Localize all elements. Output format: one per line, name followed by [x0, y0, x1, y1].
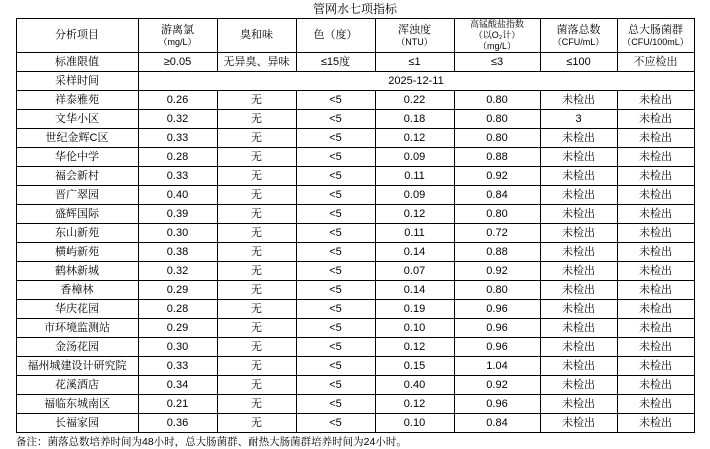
- value-odor: 无: [217, 395, 296, 414]
- header-cell-colony-count: [540, 19, 617, 53]
- value-total-coliform: 未检出: [617, 281, 694, 300]
- value-colony-count: 未检出: [540, 243, 617, 262]
- value-total-coliform: 未检出: [617, 148, 694, 167]
- value-turbidity: 0.07: [375, 262, 454, 281]
- value-turbidity: 0.10: [375, 319, 454, 338]
- value-total-coliform: 未检出: [617, 262, 694, 281]
- value-total-coliform: 未检出: [617, 167, 694, 186]
- limit-odor: 无异臭、异味: [217, 53, 296, 72]
- value-colony-count: 未检出: [540, 376, 617, 395]
- footer-note: 备注：菌落总数培养时间为48小时，总大肠菌群、耐热大肠菌群培养时间为24小时。: [16, 436, 407, 448]
- value-free-chlorine: 0.21: [138, 395, 217, 414]
- limit-free-chlorine: ≥0.05: [138, 53, 217, 72]
- value-free-chlorine: 0.26: [138, 91, 217, 110]
- value-colony-count: 未检出: [540, 91, 617, 110]
- value-free-chlorine: 0.28: [138, 148, 217, 167]
- value-permanganate-index: 0.96: [454, 300, 540, 319]
- header-cell-turbidity: [375, 19, 454, 53]
- value-colony-count: 未检出: [540, 224, 617, 243]
- header-unit: （mg/L）: [158, 36, 197, 47]
- header-line: 臭和味: [240, 29, 273, 41]
- value-odor: 无: [217, 300, 296, 319]
- value-turbidity: 0.09: [375, 186, 454, 205]
- value-colony-count: 未检出: [540, 395, 617, 414]
- site-name: 市环境监测站: [16, 319, 138, 338]
- limit-turbidity: ≤1: [375, 53, 454, 72]
- value-permanganate-index: 0.92: [454, 167, 540, 186]
- value-turbidity: 0.18: [375, 110, 454, 129]
- value-free-chlorine: 0.29: [138, 319, 217, 338]
- water-quality-table: [16, 18, 695, 433]
- value-odor: 无: [217, 129, 296, 148]
- site-name: 鹤林新城: [16, 262, 138, 281]
- value-colony-count: 未检出: [540, 205, 617, 224]
- header-cell-odor: [217, 19, 296, 53]
- value-color: <5: [296, 319, 375, 338]
- value-free-chlorine: 0.30: [138, 338, 217, 357]
- table-body: [16, 53, 694, 433]
- value-total-coliform: 未检出: [617, 395, 694, 414]
- value-colony-count: 未检出: [540, 281, 617, 300]
- value-turbidity: 0.12: [375, 129, 454, 148]
- value-permanganate-index: 0.84: [454, 414, 540, 433]
- value-permanganate-index: 0.80: [454, 91, 540, 110]
- site-name: 横屿新苑: [16, 243, 138, 262]
- table-row: [16, 205, 694, 224]
- value-permanganate-index: 0.80: [454, 110, 540, 129]
- value-odor: 无: [217, 414, 296, 433]
- value-permanganate-index: 0.88: [454, 148, 540, 167]
- value-color: <5: [296, 167, 375, 186]
- site-name: 福会新村: [16, 167, 138, 186]
- value-total-coliform: 未检出: [617, 300, 694, 319]
- value-turbidity: 0.19: [375, 300, 454, 319]
- value-odor: 无: [217, 91, 296, 110]
- header-unit: （CFU/mL）: [552, 36, 605, 47]
- site-name: 金汤花园: [16, 338, 138, 357]
- value-colony-count: 未检出: [540, 167, 617, 186]
- value-colony-count: 未检出: [540, 357, 617, 376]
- row-label: 标准限值: [16, 53, 138, 72]
- sampling-date: 2025-12-11: [138, 72, 694, 91]
- sampling-time-row: [16, 72, 694, 91]
- site-name: 香樟林: [16, 281, 138, 300]
- value-total-coliform: 未检出: [617, 414, 694, 433]
- header-line: 分析项目: [55, 29, 99, 41]
- site-name: 世纪金辉C区: [16, 129, 138, 148]
- table-row: [16, 91, 694, 110]
- value-turbidity: 0.12: [375, 338, 454, 357]
- header-line: 菌落总数: [556, 23, 601, 36]
- value-odor: 无: [217, 205, 296, 224]
- value-permanganate-index: 0.88: [454, 243, 540, 262]
- value-odor: 无: [217, 110, 296, 129]
- value-colony-count: 未检出: [540, 414, 617, 433]
- value-permanganate-index: 1.04: [454, 357, 540, 376]
- value-colony-count: 未检出: [540, 262, 617, 281]
- value-free-chlorine: 0.34: [138, 376, 217, 395]
- header-line: 总大肠菌群: [628, 23, 683, 36]
- header-cell-permanganate-index: [454, 19, 540, 53]
- page-title: 管网水七项指标: [312, 2, 397, 16]
- header-unit: （CFU/100mL）: [622, 36, 689, 47]
- limit-total-coliform: 不应检出: [617, 53, 694, 72]
- header-cell-color: [296, 19, 375, 53]
- site-name: 华庆花园: [16, 300, 138, 319]
- value-total-coliform: 未检出: [617, 110, 694, 129]
- value-turbidity: 0.11: [375, 224, 454, 243]
- site-name: 福州城建设计研究院: [16, 357, 138, 376]
- value-permanganate-index: 0.80: [454, 205, 540, 224]
- value-total-coliform: 未检出: [617, 338, 694, 357]
- header-line: 游离氯: [161, 23, 194, 36]
- table-row: [16, 129, 694, 148]
- value-color: <5: [296, 376, 375, 395]
- value-total-coliform: 未检出: [617, 357, 694, 376]
- value-free-chlorine: 0.29: [138, 281, 217, 300]
- header-line: （以O₂计）: [473, 30, 521, 40]
- header-cell-free-chlorine: [138, 19, 217, 53]
- value-colony-count: 未检出: [540, 338, 617, 357]
- value-odor: 无: [217, 167, 296, 186]
- value-total-coliform: 未检出: [617, 91, 694, 110]
- value-turbidity: 0.09: [375, 148, 454, 167]
- value-color: <5: [296, 281, 375, 300]
- value-permanganate-index: 0.80: [454, 129, 540, 148]
- value-free-chlorine: 0.33: [138, 167, 217, 186]
- value-odor: 无: [217, 186, 296, 205]
- value-total-coliform: 未检出: [617, 186, 694, 205]
- standard-limit-row: [16, 53, 694, 72]
- site-name: 晋广翠园: [16, 186, 138, 205]
- value-color: <5: [296, 148, 375, 167]
- value-color: <5: [296, 300, 375, 319]
- table-row: [16, 300, 694, 319]
- site-name: 花溪酒店: [16, 376, 138, 395]
- table-row: [16, 148, 694, 167]
- table-row: [16, 338, 694, 357]
- table-row: [16, 414, 694, 433]
- value-permanganate-index: 0.92: [454, 376, 540, 395]
- value-odor: 无: [217, 224, 296, 243]
- value-colony-count: 未检出: [540, 319, 617, 338]
- site-name: 长福家园: [16, 414, 138, 433]
- value-turbidity: 0.22: [375, 91, 454, 110]
- value-total-coliform: 未检出: [617, 224, 694, 243]
- row-label: 采样时间: [16, 72, 138, 91]
- table-header: [16, 19, 694, 53]
- value-odor: 无: [217, 281, 296, 300]
- site-name: 祥泰雅苑: [16, 91, 138, 110]
- value-color: <5: [296, 205, 375, 224]
- value-free-chlorine: 0.32: [138, 262, 217, 281]
- site-name: 福临东城南区: [16, 395, 138, 414]
- value-total-coliform: 未检出: [617, 376, 694, 395]
- site-name: 盛辉国际: [16, 205, 138, 224]
- value-odor: 无: [217, 243, 296, 262]
- limit-color: ≤15度: [296, 53, 375, 72]
- value-color: <5: [296, 357, 375, 376]
- value-permanganate-index: 0.96: [454, 395, 540, 414]
- value-colony-count: 未检出: [540, 300, 617, 319]
- value-permanganate-index: 0.72: [454, 224, 540, 243]
- header-cell-item: [16, 19, 138, 53]
- table-row: [16, 243, 694, 262]
- header-line: 浑浊度: [398, 23, 431, 36]
- value-color: <5: [296, 224, 375, 243]
- value-color: <5: [296, 129, 375, 148]
- value-turbidity: 0.11: [375, 167, 454, 186]
- table-row: [16, 395, 694, 414]
- table-row: [16, 281, 694, 300]
- value-permanganate-index: 0.80: [454, 281, 540, 300]
- header-unit: （NTU）: [396, 36, 433, 47]
- value-turbidity: 0.10: [375, 414, 454, 433]
- value-color: <5: [296, 338, 375, 357]
- value-turbidity: 0.12: [375, 395, 454, 414]
- site-name: 文华小区: [16, 110, 138, 129]
- value-odor: 无: [217, 357, 296, 376]
- value-color: <5: [296, 186, 375, 205]
- limit-permanganate-index: ≤3: [454, 53, 540, 72]
- value-colony-count: 未检出: [540, 148, 617, 167]
- table-row: [16, 167, 694, 186]
- value-free-chlorine: 0.39: [138, 205, 217, 224]
- value-free-chlorine: 0.38: [138, 243, 217, 262]
- value-total-coliform: 未检出: [617, 205, 694, 224]
- header-cell-total-coliform: [617, 19, 694, 53]
- table-row: [16, 262, 694, 281]
- value-free-chlorine: 0.30: [138, 224, 217, 243]
- header-line: 高锰酸盐指数: [469, 19, 524, 29]
- value-total-coliform: 未检出: [617, 243, 694, 262]
- value-turbidity: 0.14: [375, 281, 454, 300]
- table-row: [16, 224, 694, 243]
- value-free-chlorine: 0.33: [138, 357, 217, 376]
- header-unit: （mg/L）: [477, 41, 516, 51]
- table-row: [16, 186, 694, 205]
- value-free-chlorine: 0.28: [138, 300, 217, 319]
- value-turbidity: 0.14: [375, 243, 454, 262]
- value-color: <5: [296, 110, 375, 129]
- header-line: 色（度）: [313, 29, 358, 41]
- limit-colony-count: ≤100: [540, 53, 617, 72]
- value-permanganate-index: 0.96: [454, 319, 540, 338]
- value-free-chlorine: 0.40: [138, 186, 217, 205]
- value-color: <5: [296, 91, 375, 110]
- value-turbidity: 0.15: [375, 357, 454, 376]
- value-colony-count: 3: [540, 110, 617, 129]
- value-color: <5: [296, 414, 375, 433]
- table-row: [16, 110, 694, 129]
- value-colony-count: 未检出: [540, 129, 617, 148]
- value-total-coliform: 未检出: [617, 319, 694, 338]
- value-odor: 无: [217, 148, 296, 167]
- header-row: [16, 19, 694, 53]
- table-row: [16, 357, 694, 376]
- value-odor: 无: [217, 376, 296, 395]
- value-color: <5: [296, 243, 375, 262]
- value-free-chlorine: 0.36: [138, 414, 217, 433]
- value-color: <5: [296, 395, 375, 414]
- value-odor: 无: [217, 338, 296, 357]
- table-row: [16, 319, 694, 338]
- value-permanganate-index: 0.96: [454, 338, 540, 357]
- value-turbidity: 0.40: [375, 376, 454, 395]
- value-total-coliform: 未检出: [617, 129, 694, 148]
- value-free-chlorine: 0.33: [138, 129, 217, 148]
- value-odor: 无: [217, 319, 296, 338]
- table-row: [16, 376, 694, 395]
- site-name: 东山新苑: [16, 224, 138, 243]
- value-permanganate-index: 0.92: [454, 262, 540, 281]
- value-permanganate-index: 0.84: [454, 186, 540, 205]
- value-turbidity: 0.12: [375, 205, 454, 224]
- value-free-chlorine: 0.32: [138, 110, 217, 129]
- value-odor: 无: [217, 262, 296, 281]
- value-colony-count: 未检出: [540, 186, 617, 205]
- site-name: 华伦中学: [16, 148, 138, 167]
- value-color: <5: [296, 262, 375, 281]
